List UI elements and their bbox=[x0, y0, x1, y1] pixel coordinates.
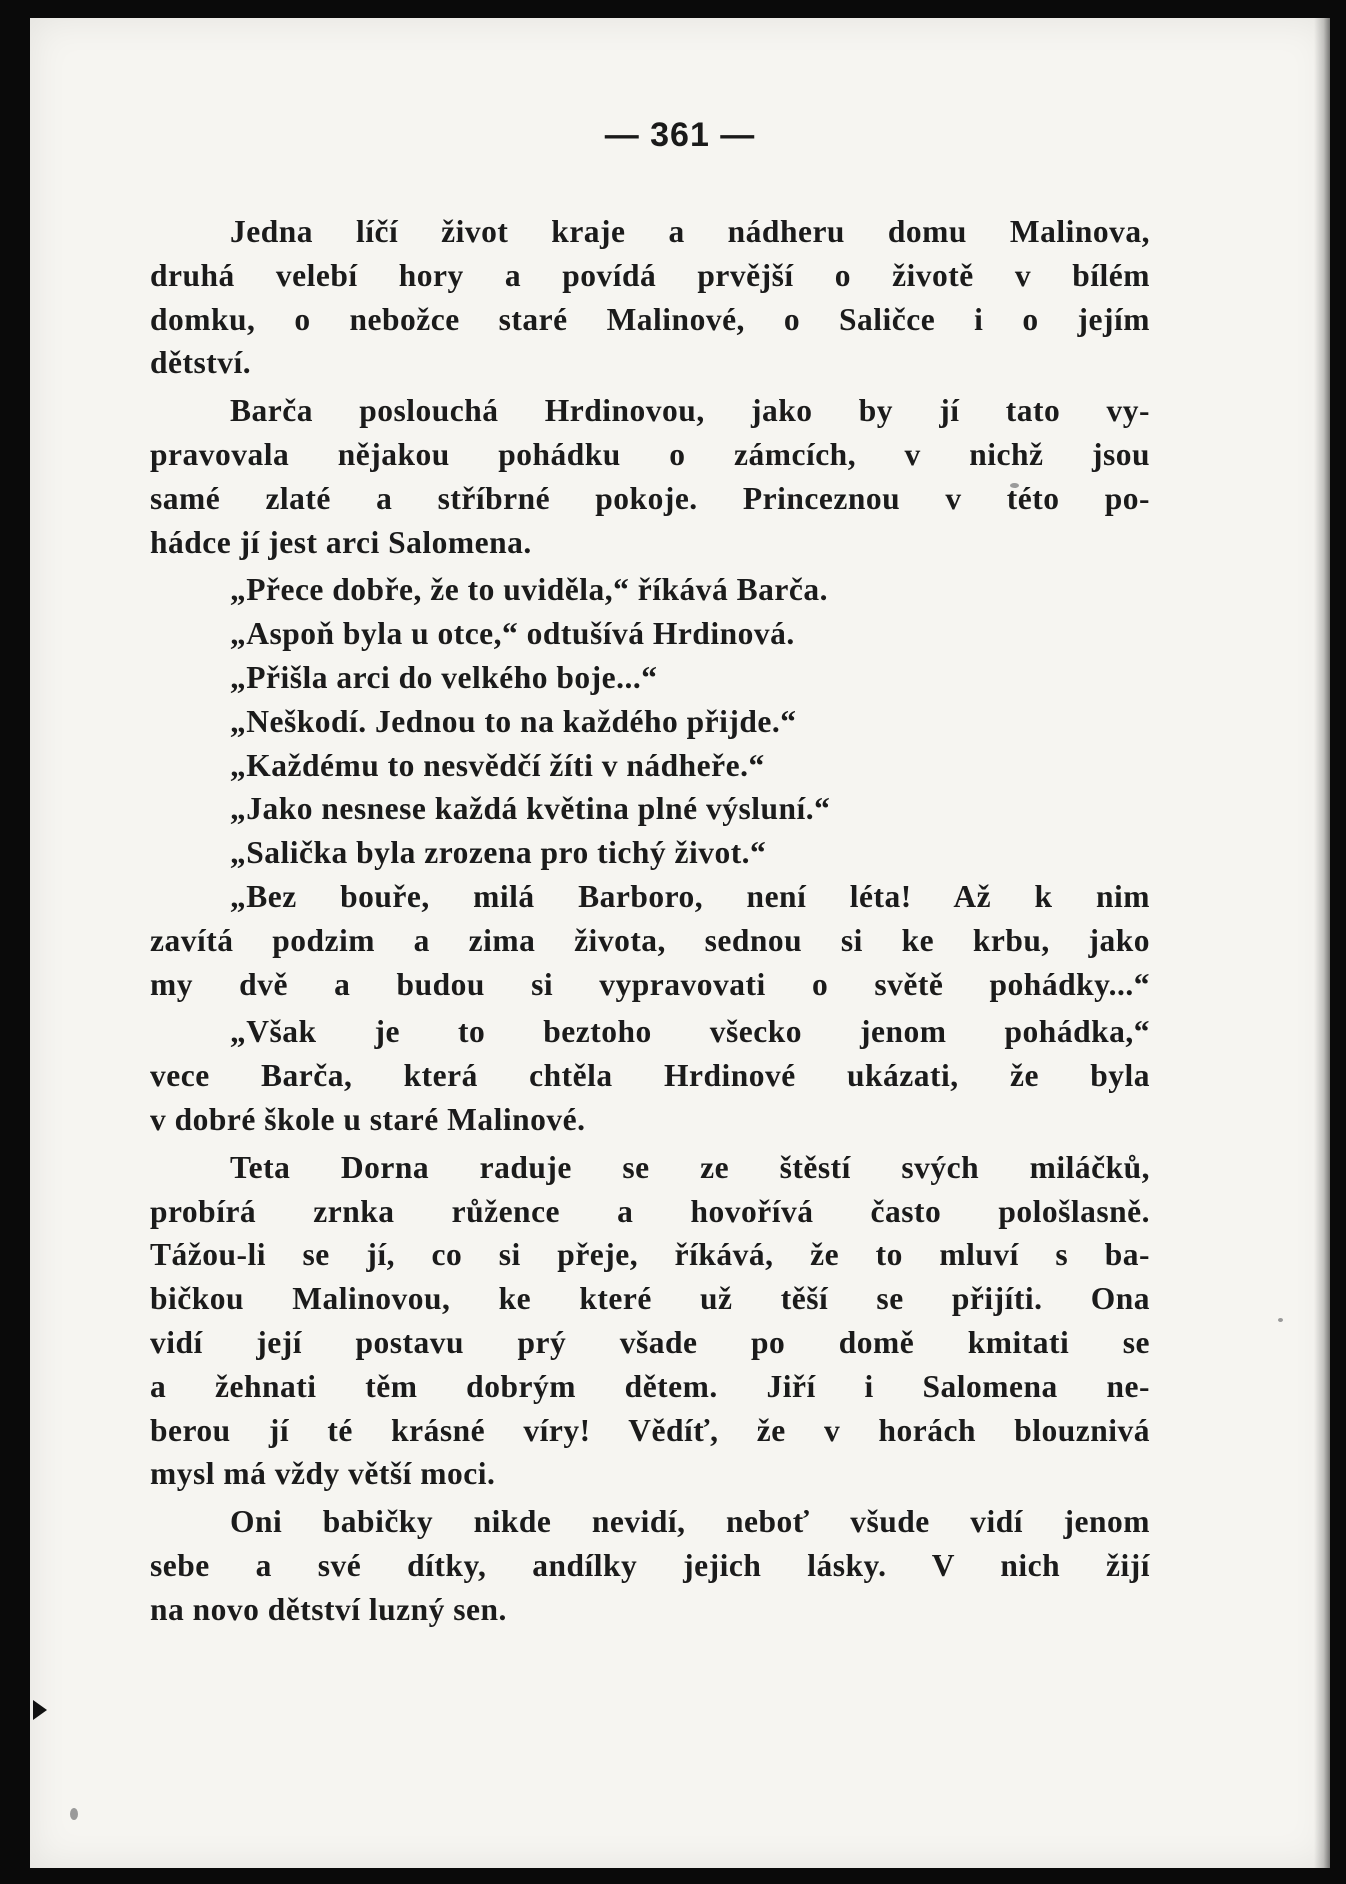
text-line: dětství. bbox=[150, 345, 252, 381]
page-edge-shadow bbox=[1314, 18, 1330, 1868]
text-line: probírá zrnka růžence a hovořívá často pološlasně. bbox=[150, 1193, 1150, 1229]
text-line: na novo dětství luzný sen. bbox=[150, 1591, 507, 1627]
text-line: vece Barča, která chtěla Hrdinové ukázati, že byla bbox=[150, 1058, 1150, 1094]
text-line: berou jí té krásné víry! Vědíť, že v horách blouznivá bbox=[150, 1412, 1150, 1448]
text-line: Tážou-li se jí, co si přeje, říkává, že to mluví s ba- bbox=[150, 1237, 1150, 1273]
body-text bbox=[150, 210, 1150, 1632]
text-line: bičkou Malinovou, ke které už těší se přijíti. Ona bbox=[150, 1281, 1150, 1317]
text-line: „Bez bouře, milá Barboro, není léta! Až k nim bbox=[230, 878, 1150, 914]
text-line: „Však je to beztoho všecko jenom pohádka,“ bbox=[230, 1014, 1150, 1050]
text-line: sebe a své dítky, andílky jejich lásky. V nich žijí bbox=[150, 1547, 1150, 1583]
text-line: „Přece dobře, že to uviděla,“ říkává Barča. bbox=[230, 572, 828, 608]
text-line: Barča poslouchá Hrdinovou, jako by jí tato vy- bbox=[230, 393, 1150, 429]
text-line: „Každému to nesvědčí žíti v nádheře.“ bbox=[230, 747, 765, 783]
text-line: pravovala nějakou pohádku o zámcích, v nichž jsou bbox=[150, 436, 1150, 472]
text-line: Oni babičky nikde nevidí, neboť všude vidí jenom bbox=[230, 1504, 1150, 1540]
text-line: v dobré škole u staré Malinové. bbox=[150, 1101, 586, 1137]
margin-arrow-icon bbox=[33, 1700, 47, 1720]
text-line: druhá velebí hory a povídá prvější o životě v bílém bbox=[150, 257, 1150, 293]
book-page bbox=[30, 18, 1330, 1868]
text-line: Teta Dorna raduje se ze štěstí svých miláčků, bbox=[230, 1149, 1150, 1185]
text-line: zavítá podzim a zima života, sednou si ke krbu, jako bbox=[150, 922, 1150, 958]
text-line: „Neškodí. Jednou to na každého přijde.“ bbox=[230, 703, 797, 739]
text-line: „Jako nesnese každá květina plné výsluní.“ bbox=[230, 791, 831, 827]
text-line: „Aspoň byla u otce,“ odtušívá Hrdinová. bbox=[230, 616, 795, 652]
text-line: mysl má vždy větší moci. bbox=[150, 1456, 496, 1492]
text-line: Jedna líčí život kraje a nádheru domu Malinova, bbox=[230, 214, 1150, 249]
text-line: vidí její postavu prý všade po domě kmitati se bbox=[150, 1324, 1150, 1360]
paper-speck bbox=[1278, 1318, 1283, 1322]
text-line: „Salička byla zrozena pro tichý život.“ bbox=[230, 835, 767, 871]
text-line: „Přišla arci do velkého boje...“ bbox=[230, 659, 658, 695]
paper-speck bbox=[70, 1808, 78, 1820]
text-line: hádce jí jest arci Salomena. bbox=[150, 524, 532, 560]
text-line: my dvě a budou si vypravovati o světě pohádky...“ bbox=[150, 966, 1150, 1002]
text-line: a žehnati těm dobrým dětem. Jiří i Salomena ne- bbox=[150, 1368, 1150, 1404]
text-line: samé zlaté a stříbrné pokoje. Princeznou v této po- bbox=[150, 480, 1150, 516]
page-number: — 361 — bbox=[604, 116, 756, 154]
text-line: domku, o nebožce staré Malinové, o Saličce i o jejím bbox=[150, 301, 1150, 337]
